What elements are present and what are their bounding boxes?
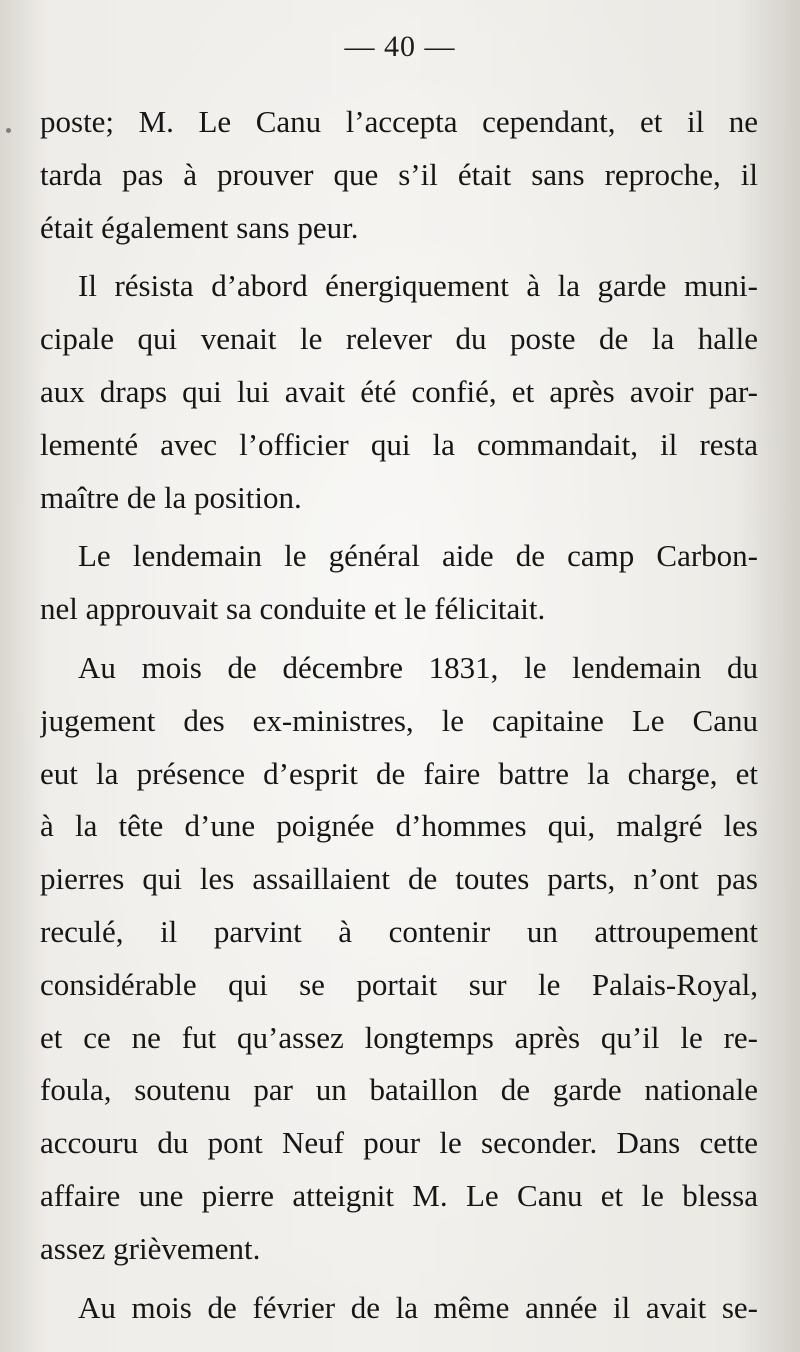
text-line: était également sans peur. <box>40 209 359 245</box>
text-line: lementé avec l’officier qui la commandait, il resta <box>40 426 758 462</box>
text-line: pierres qui les assaillaient de toutes parts, n’ont pas <box>40 861 758 897</box>
paragraph-1 <box>40 96 758 254</box>
paragraph-4 <box>40 642 758 1276</box>
text-line: nel approuvait sa conduite et le félicitait. <box>40 591 546 627</box>
text-line: eut la présence d’esprit de faire battre la charge, et <box>40 755 758 791</box>
paragraph-5 <box>40 1282 758 1335</box>
text-line: aux draps qui lui avait été confié, et après avoir par- <box>40 373 758 409</box>
body-text <box>40 96 758 1334</box>
text-line: affaire une pierre atteignit M. Le Canu et le blessa <box>40 1177 758 1213</box>
text-line: foula, soutenu par un bataillon de garde nationale <box>40 1072 758 1108</box>
text-line: assez grièvement. <box>40 1230 261 1266</box>
text-line: Le lendemain le général aide de camp Carbon- <box>78 538 758 574</box>
text-line: reculé, il parvint à contenir un attroupement <box>40 913 758 949</box>
text-line: cipale qui venait le relever du poste de la halle <box>40 321 758 357</box>
text-line: à la tête d’une poignée d’hommes qui, malgré les <box>40 808 758 844</box>
margin-dot <box>6 128 11 133</box>
text-line: et ce ne fut qu’assez longtemps après qu’il le re- <box>40 1019 758 1055</box>
text-line: poste; M. Le Canu l’accepta cependant, et il ne <box>40 104 758 139</box>
paragraph-3 <box>40 530 758 636</box>
text-line: maître de la position. <box>40 479 302 515</box>
text-line: Au mois de février de la même année il avait se- <box>78 1289 758 1325</box>
text-line: jugement des ex-ministres, le capitaine Le Canu <box>40 702 758 738</box>
text-line: tarda pas à prouver que s’il était sans reproche, il <box>40 156 758 192</box>
text-line: Il résista d’abord énergiquement à la garde muni- <box>78 268 758 304</box>
text-line: accouru du pont Neuf pour le seconder. Dans cette <box>40 1125 758 1161</box>
text-line: Au mois de décembre 1831, le lendemain du <box>78 649 758 685</box>
page-number: — 40 — <box>344 30 456 63</box>
text-line: considérable qui se portait sur le Palais-Royal, <box>40 966 758 1002</box>
paragraph-2 <box>40 260 758 524</box>
